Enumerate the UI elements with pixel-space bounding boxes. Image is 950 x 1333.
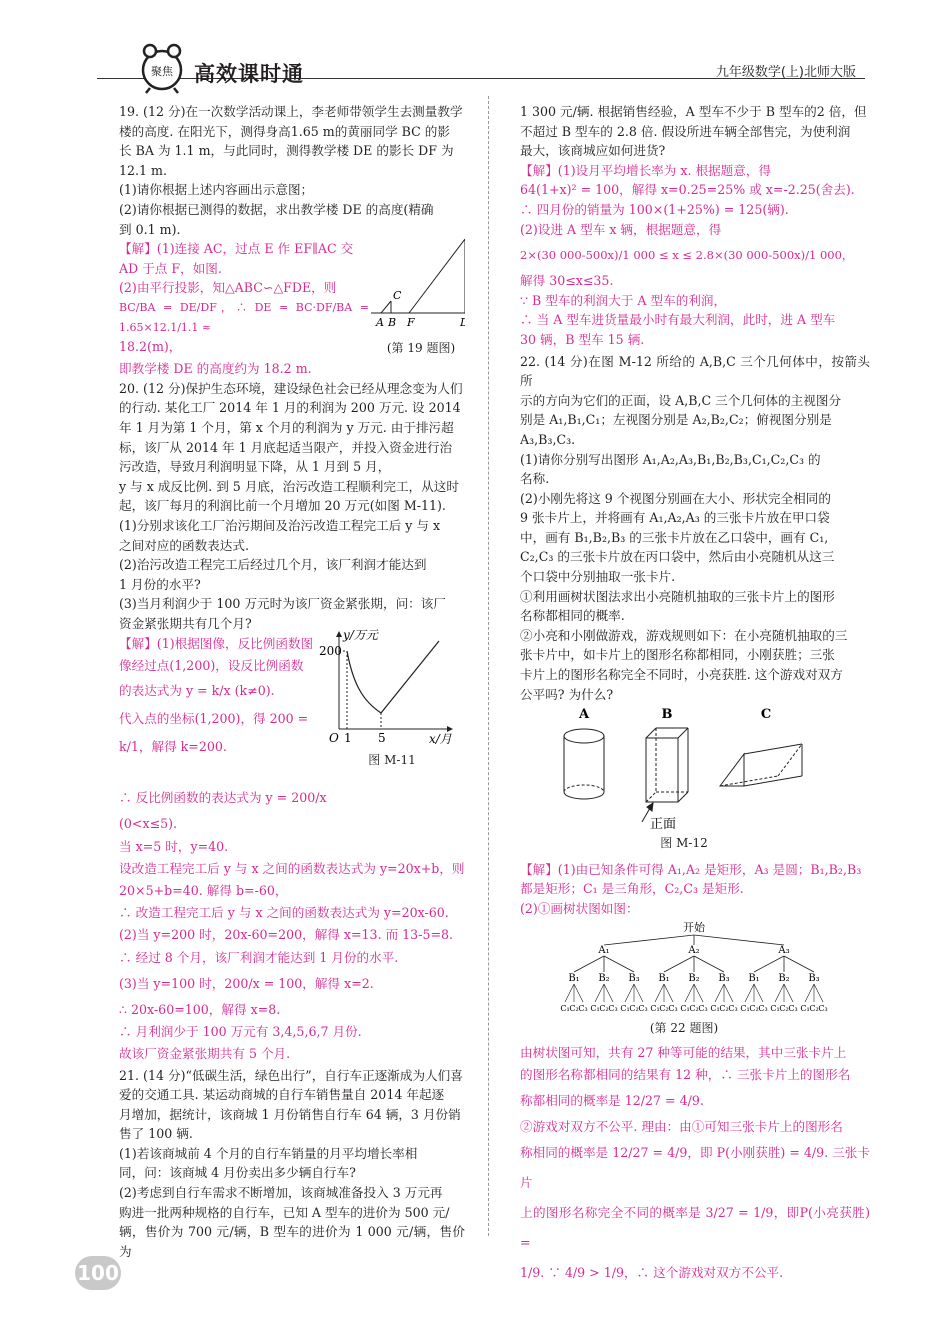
question-21-continued bbox=[498, 102, 870, 350]
tree-node-level3: C₂ bbox=[599, 1003, 609, 1013]
tree-node-level3: C₂ bbox=[749, 1003, 759, 1013]
tree-branch bbox=[805, 984, 814, 1002]
logo-text: 聚焦 bbox=[151, 65, 173, 78]
q22-answer-line: 称都相同的概率是 12/27 = 4/9. bbox=[520, 1093, 704, 1109]
tree-branch bbox=[565, 984, 574, 1002]
tree-node-level2: B₂ bbox=[598, 972, 610, 984]
q22-line: 别是 A₁,B₁,C₁；左视图分别是 A₂,B₂,C₂；俯视图分别是 bbox=[520, 412, 832, 428]
header-book-info: 九年级数学(上)北师大版 bbox=[715, 65, 856, 80]
tree-branch bbox=[694, 984, 703, 1002]
tree-branch bbox=[664, 956, 694, 972]
q20-line: 之间对应的函数表达式. bbox=[119, 537, 249, 553]
tree-node-level3: C₁ bbox=[650, 1003, 660, 1013]
tree-node-level3: C₃ bbox=[638, 1003, 648, 1013]
q22-line: 卡片上的图形名称完全不同时，小亮获胜. 这个游戏对双方 bbox=[520, 667, 843, 683]
q22-line: 张卡片中，如卡片上的图形名称都相同，小刚获胜；三张 bbox=[520, 647, 835, 663]
tree-node-level3: C₁ bbox=[590, 1003, 600, 1013]
q22-line: 中，画有 B₁,B₂,B₃ 的三张卡片放在乙口袋中，画有 C₁, bbox=[520, 529, 829, 545]
q21-line: 爱的交通工具. 某运动商城的自行车销售量自 2014 年起逐 bbox=[119, 1087, 445, 1103]
tree-node-level3: C₁ bbox=[710, 1003, 720, 1013]
q19-line: (1)请你根据上述内容画出示意图； bbox=[119, 182, 314, 198]
q22-line: (1)请你分别写出图形 A₁,A₂,A₃,B₁,B₂,B₃,C₁,C₂,C₃ 的 bbox=[520, 451, 821, 467]
q22-answer-line: 称相同的概率是 12/27 = 4/9，即 P(小刚获胜) = 4/9. 三张卡片 bbox=[520, 1145, 870, 1191]
q21-answer-line: 【解】(1)设月平均增长率为 x. 根据题意，得 bbox=[520, 162, 772, 178]
cylinder-shape bbox=[564, 729, 604, 799]
tree-node-level3: C₃ bbox=[578, 1003, 588, 1013]
q21-line: 同，问：该商城 4 月份卖出多少辆自行车? bbox=[119, 1165, 356, 1181]
q22-line: 9 张卡片上，并将画有 A₁,A₂,A₃ 的三张卡片放在甲口袋 bbox=[520, 510, 830, 526]
q22-answer-line: (2)①画树状图如图： bbox=[520, 901, 639, 916]
tree-node-level2: B₂ bbox=[688, 972, 700, 984]
q20-line: 污改造，导致月利润明显下降，从 1 月到 5 月， bbox=[119, 459, 391, 475]
fig19-label-F: F bbox=[407, 316, 415, 330]
tree-node-level3: C₂ bbox=[809, 1003, 819, 1013]
q21-line: 售了 100 辆. bbox=[119, 1126, 193, 1142]
q21-line: 1 300 元/辆. 根据销售经验，A 型车不少于 B 型车的2 倍，但 bbox=[520, 104, 867, 119]
q22-answer-line: 由树状图可知，共有 27 种等可能的结果，其中三张卡片上 bbox=[520, 1045, 847, 1061]
tree-node-level3: C₃ bbox=[608, 1003, 618, 1013]
q22-tree-caption: (第 22 题图) bbox=[649, 1020, 719, 1035]
q21-answer-line: 64(1+x)² = 100，解得 x=0.25=25% 或 x=-2.25(舍去). bbox=[520, 182, 855, 198]
tree-branch bbox=[604, 984, 613, 1002]
q20-line: y 与 x 成反比例. 到 5 月底，治污改造工程顺利完工，从这时 bbox=[119, 478, 459, 494]
fig19-label-D: D bbox=[460, 316, 469, 330]
graph-x-tick-1: 1 bbox=[344, 731, 352, 746]
q21-answer-line: ∴ 四月份的销量为 100×(1+25%) = 125(辆). bbox=[520, 201, 789, 217]
tree-branch bbox=[784, 956, 814, 972]
q21-answer-line: (2)设进 A 型车 x 辆，根据题意，得 bbox=[520, 221, 722, 237]
q19-answer-line: 【解】(1)连接 AC，过点 E 作 EF∥AC 交 bbox=[119, 241, 354, 257]
column-divider bbox=[488, 96, 489, 1236]
q21-line: (2)考虑到自行车需求不断增加，该商城准备投入 3 万元再 bbox=[119, 1185, 443, 1201]
prism-shape bbox=[720, 744, 802, 786]
q20-line: (3)当月利润少于 100 万元时为该厂资金紧张期，问：该厂 bbox=[119, 596, 446, 612]
q19-line: 楼的高度. 在阳光下，测得身高1.65 m的黄丽同学 BC 的影 bbox=[119, 123, 450, 139]
tree-node-level3: C₁ bbox=[620, 1003, 630, 1013]
tree-branch bbox=[625, 984, 634, 1002]
tree-node-level2: B₁ bbox=[568, 972, 580, 984]
tree-node-level1: A₂ bbox=[688, 944, 700, 956]
q21-answer-line: 解得 30≤x≤35. bbox=[520, 273, 614, 289]
q19-line: (2)请你根据已测得的数据，求出教学楼 DE 的高度(精确 bbox=[119, 201, 434, 217]
q20-line: (2)治污改造工程完工后经过几个月，该厂利润才能达到 bbox=[119, 557, 427, 573]
q19-figure: E C A B F D bbox=[376, 233, 475, 330]
q22-line: (2)小刚先将这 9 个视图分别画在大小、形状完全相同的 bbox=[520, 490, 831, 506]
q20-answer-line: 的表达式为 y = k/x (k≠0). bbox=[119, 683, 275, 699]
tree-node-level3: C₁ bbox=[560, 1003, 570, 1013]
tree-node-level3: C₃ bbox=[758, 1003, 768, 1013]
question-22 bbox=[498, 352, 870, 1289]
q20-line: 的行动. 某化工厂 2014 年 1 月的利润为 200 万元. 设 2014 bbox=[119, 400, 461, 416]
q19-answer-line: 18.2(m)， bbox=[119, 339, 182, 355]
tree-branch bbox=[664, 984, 673, 1002]
graph-y-tick-200: 200 bbox=[319, 644, 342, 659]
q22-line: 个口袋中分别抽取一张卡片. bbox=[520, 569, 676, 585]
q22-answer-line: 上的图形名称完全不同的概率是 3/27 = 1/9，即P(小亮获胜) = bbox=[520, 1205, 870, 1251]
tree-branch bbox=[754, 956, 784, 972]
fig19-label-A: A bbox=[376, 316, 384, 330]
graph-y-axis-label: y/万元 bbox=[343, 629, 378, 643]
tree-branch bbox=[775, 984, 784, 1002]
q20-caption: 图 M-11 bbox=[368, 753, 416, 768]
q19-caption: (第 19 题图) bbox=[386, 341, 456, 356]
q21-answer-line: ∵ B 型车的利润大于 A 型车的利润， bbox=[520, 292, 727, 308]
tree-branch bbox=[754, 984, 763, 1002]
tree-node-level3: C₂ bbox=[659, 1003, 669, 1013]
q20-answer-line: ∴ 经过 8 个月，该厂利润才能达到 1 月份的水平. bbox=[119, 949, 399, 965]
tree-node-level3: C₂ bbox=[569, 1003, 579, 1013]
q20-line: 20. (12 分)保护生态环境，建设绿色社会已经从理念变为人们 bbox=[119, 380, 463, 396]
q22-answer-line: ②游戏对双方不公平. 理由：由①可知三张卡片上的图形名 bbox=[520, 1119, 843, 1135]
tree-branch bbox=[724, 984, 733, 1002]
q19-line: 到 0.1 m). bbox=[119, 221, 181, 237]
tree-branch bbox=[685, 984, 694, 1002]
tree-root: 开始 bbox=[683, 920, 705, 934]
graph-origin: O bbox=[329, 731, 339, 746]
page-number: 100 bbox=[75, 1256, 121, 1290]
q20-answer-line: 20×5+b=40. 解得 b=-60， bbox=[119, 883, 288, 899]
tree-node-level3: C₂ bbox=[629, 1003, 639, 1013]
q21-answer-line: 2×(30 000-500x)/1 000 ≤ x ≤ 2.8×(30 000-500x)/1 000， bbox=[520, 248, 854, 263]
right-column bbox=[498, 102, 870, 1288]
q22-answer-line: 【解】(1)由已知条件可得 A₁,A₂ 是矩形，A₃ 是圆；B₁,B₂,B₃ bbox=[520, 861, 862, 877]
q20-answer-line: ∴ 改造工程完工后 y 与 x 之间的函数表达式为 y=20x-60. bbox=[119, 905, 449, 921]
tree-node-level3: C₁ bbox=[800, 1003, 810, 1013]
solid-label-C: C bbox=[760, 707, 772, 723]
q20-answer-line: 像经过点(1,200)，设反比例函数 bbox=[119, 658, 304, 674]
tree-node-level3: C₃ bbox=[788, 1003, 798, 1013]
solid-label-B: B bbox=[661, 707, 673, 723]
tree-node-level3: C₁ bbox=[740, 1003, 750, 1013]
tree-node-level3: C₃ bbox=[698, 1003, 708, 1013]
q21-line: 最大，该商城应如何进货? bbox=[520, 143, 666, 159]
cuboid-shape bbox=[646, 728, 688, 802]
tree-branch bbox=[784, 984, 793, 1002]
tree-branch bbox=[745, 984, 754, 1002]
left-column bbox=[97, 102, 475, 1261]
tree-branch bbox=[655, 984, 664, 1002]
tree-branch bbox=[814, 984, 823, 1002]
q20-answer-line: 代入点的坐标(1,200)，得 200 = bbox=[119, 711, 309, 727]
tree-node-level2: B₃ bbox=[718, 972, 730, 984]
q22-tree-diagram bbox=[498, 919, 870, 1019]
q21-line: (1)若该商城前 4 个月的自行车销量的月平均增长率相 bbox=[119, 1145, 418, 1161]
question-21 bbox=[97, 1066, 465, 1262]
q22-line: A₃,B₃,C₃. bbox=[520, 431, 576, 447]
q20-answer-line: 当 x=5 时，y=40. bbox=[119, 838, 229, 854]
q21-line: 21. (14 分)“低碳生活，绿色出行”，自行车正逐渐成为人们喜 bbox=[119, 1067, 463, 1083]
q22-answer-line: 1/9. ∵ 4/9 > 1/9，∴ 这个游戏对双方不公平. bbox=[520, 1265, 784, 1281]
q20-line: (1)分别求该化工厂治污期间及治污改造工程完工后 y 与 x bbox=[119, 517, 441, 533]
q20-line: 起，该厂每月的利润比前一个月增加 20 万元(如图 M-11). bbox=[119, 498, 446, 514]
q19-answer-line: AD 于点 F，如图. bbox=[119, 260, 222, 276]
fig19-label-C: C bbox=[393, 289, 402, 303]
tree-node-level2: B₁ bbox=[748, 972, 760, 984]
tree-node-level1: A₁ bbox=[598, 944, 610, 956]
tree-branch bbox=[694, 956, 724, 972]
q19-line: 19. (12 分)在一次数学活动课上，李老师带领学生去测量教学 bbox=[119, 104, 463, 119]
tree-node-level2: B₃ bbox=[628, 972, 640, 984]
tree-branch bbox=[634, 984, 643, 1002]
tree-node-level3: C₂ bbox=[719, 1003, 729, 1013]
q20-answer-line: (0<x≤5). bbox=[119, 816, 178, 832]
q21-answer-line: 30 辆，B 型车 15 辆. bbox=[520, 331, 645, 347]
q20-line: 资金紧张期共有几个月? bbox=[119, 615, 252, 631]
q22-answer-line: 都是矩形；C₁ 是三角形，C₂,C₃ 是矩形. bbox=[520, 881, 744, 897]
q20-answer-line: k/1，解得 k=200. bbox=[119, 739, 227, 755]
q20-line: 1 月份的水平? bbox=[119, 576, 201, 592]
q19-answer-line: BC/BA = DE/DF，∴ DE = BC·DF/BA = 1.65×12.1/1.1 ≈ bbox=[119, 300, 369, 334]
q20-answer-line: 故该厂资金紧张期共有 5 个月. bbox=[119, 1046, 291, 1062]
question-19 bbox=[97, 102, 475, 379]
q22-caption: 图 M-12 bbox=[660, 836, 708, 851]
tree-node-level2: B₂ bbox=[778, 972, 790, 984]
tree-branch bbox=[574, 956, 604, 972]
tree-node-level2: B₁ bbox=[658, 972, 670, 984]
q21-line: 月增加，据统计，该商城 1 月份销售自行车 64 辆，3 月份销 bbox=[119, 1106, 461, 1122]
tree-branch bbox=[604, 956, 634, 972]
q19-line: 12.1 m. bbox=[119, 162, 167, 178]
q22-line: C₂,C₃ 的三张卡片放在丙口袋中，然后由小亮随机从这三 bbox=[520, 549, 835, 565]
q21-answer-line: ∴ 当 A 型车进货量最小时有最大利润，此时，进 A 型车 bbox=[520, 312, 836, 328]
tree-node-level3: C₁ bbox=[680, 1003, 690, 1013]
q22-line: 名称都相同的概率. bbox=[520, 608, 625, 624]
q20-answer-line: 【解】(1)根据图像，反比例函数图 bbox=[119, 636, 314, 652]
solid-label-A: A bbox=[578, 707, 590, 723]
tree-node-level3: C₃ bbox=[668, 1003, 678, 1013]
graph-x-tick-5: 5 bbox=[378, 731, 386, 746]
graph-x-axis-label: x/月 bbox=[429, 732, 452, 747]
q21-line: 辆，售价为 700 元/辆，B 型车的进价为 1 000 元/辆，售价为 bbox=[119, 1224, 465, 1259]
q22-line: 示的方向为它们的正面，设 A,B,C 三个几何体的主视图分 bbox=[520, 392, 842, 408]
front-label: 正面 bbox=[650, 817, 677, 833]
tree-node-level3: C₃ bbox=[818, 1003, 828, 1013]
q19-answer-line: (2)由平行投影，知△ABC∽△FDE，则 bbox=[119, 280, 337, 296]
alarm-clock-logo-icon bbox=[136, 42, 188, 94]
q19-line: 长 BA 为 1.1 m，与此同时，测得教学楼 DE 的影长 DF 为 bbox=[119, 143, 454, 159]
q22-line: 公平吗? 为什么? bbox=[520, 686, 614, 702]
tree-branch bbox=[694, 935, 784, 945]
tree-node-level1: A₃ bbox=[778, 944, 790, 956]
fig19-label-B: B bbox=[388, 316, 397, 330]
tree-branch bbox=[715, 984, 724, 1002]
q20-answer-line: ∴ 反比例函数的表达式为 y = 200/x bbox=[119, 790, 327, 806]
q22-line: 22. (14 分)在图 M-12 所给的 A,B,C 三个几何体中，按箭头所 bbox=[520, 353, 870, 389]
q20-answer-line: ∴ 月利润少于 100 万元有 3,4,5,6,7 月份. bbox=[119, 1024, 362, 1040]
tree-node-level3: C₁ bbox=[770, 1003, 780, 1013]
tree-branch bbox=[595, 984, 604, 1002]
q21-line: 购进一批两种规格的自行车，已知 A 型车的进价为 500 元/ bbox=[119, 1204, 450, 1220]
q20-graph bbox=[319, 629, 459, 747]
q22-solids-figure bbox=[498, 704, 870, 834]
q19-answer-line: 即教学楼 DE 的高度约为 18.2 m. bbox=[119, 361, 312, 377]
q22-line: 名称. bbox=[520, 471, 550, 487]
q22-line: ②小亮和小刚做游戏，游戏规则如下：在小亮随机抽取的三 bbox=[520, 627, 848, 643]
q21-line: 不超过 B 型车的 2.8 倍. 假设所进车辆全部售完，为使利润 bbox=[520, 123, 851, 139]
q20-answer-line: (3)当 y=100 时，200/x = 100，解得 x=2. bbox=[119, 975, 374, 991]
q20-answer-line: ∴ 20x-60=100，解得 x=8. bbox=[119, 1001, 281, 1017]
tree-node-level2: B₃ bbox=[808, 972, 820, 984]
tree-node-level3: C₂ bbox=[689, 1003, 699, 1013]
q20-answer-line: (2)当 y=200 时，20x-60=200，解得 x=13. 而 13-5=8. bbox=[119, 927, 454, 943]
tree-branch bbox=[604, 935, 694, 945]
tree-branch bbox=[574, 984, 583, 1002]
question-20 bbox=[97, 379, 465, 1066]
tree-node-level3: C₃ bbox=[728, 1003, 738, 1013]
tree-node-level3: C₂ bbox=[779, 1003, 789, 1013]
header-title: 高效课时通 bbox=[194, 62, 304, 86]
q20-answer-line: 设改造工程完工后 y 与 x 之间的函数表达式为 y=20x+b，则 bbox=[119, 860, 465, 876]
q20-line: 年 1 月为第 1 个月，第 x 个月的利润为 y 万元. 由于排污超 bbox=[119, 419, 454, 435]
q20-line: 标，该厂从 2014 年 1 月底起适当限产，并投入资金进行治 bbox=[119, 439, 453, 455]
q22-line: ①利用画树状图法求出小亮随机抽取的三张卡片上的图形 bbox=[520, 588, 835, 604]
q22-answer-line: 的图形名称都相同的结果有 12 种，∴ 三张卡片上的图形名 bbox=[520, 1067, 851, 1083]
